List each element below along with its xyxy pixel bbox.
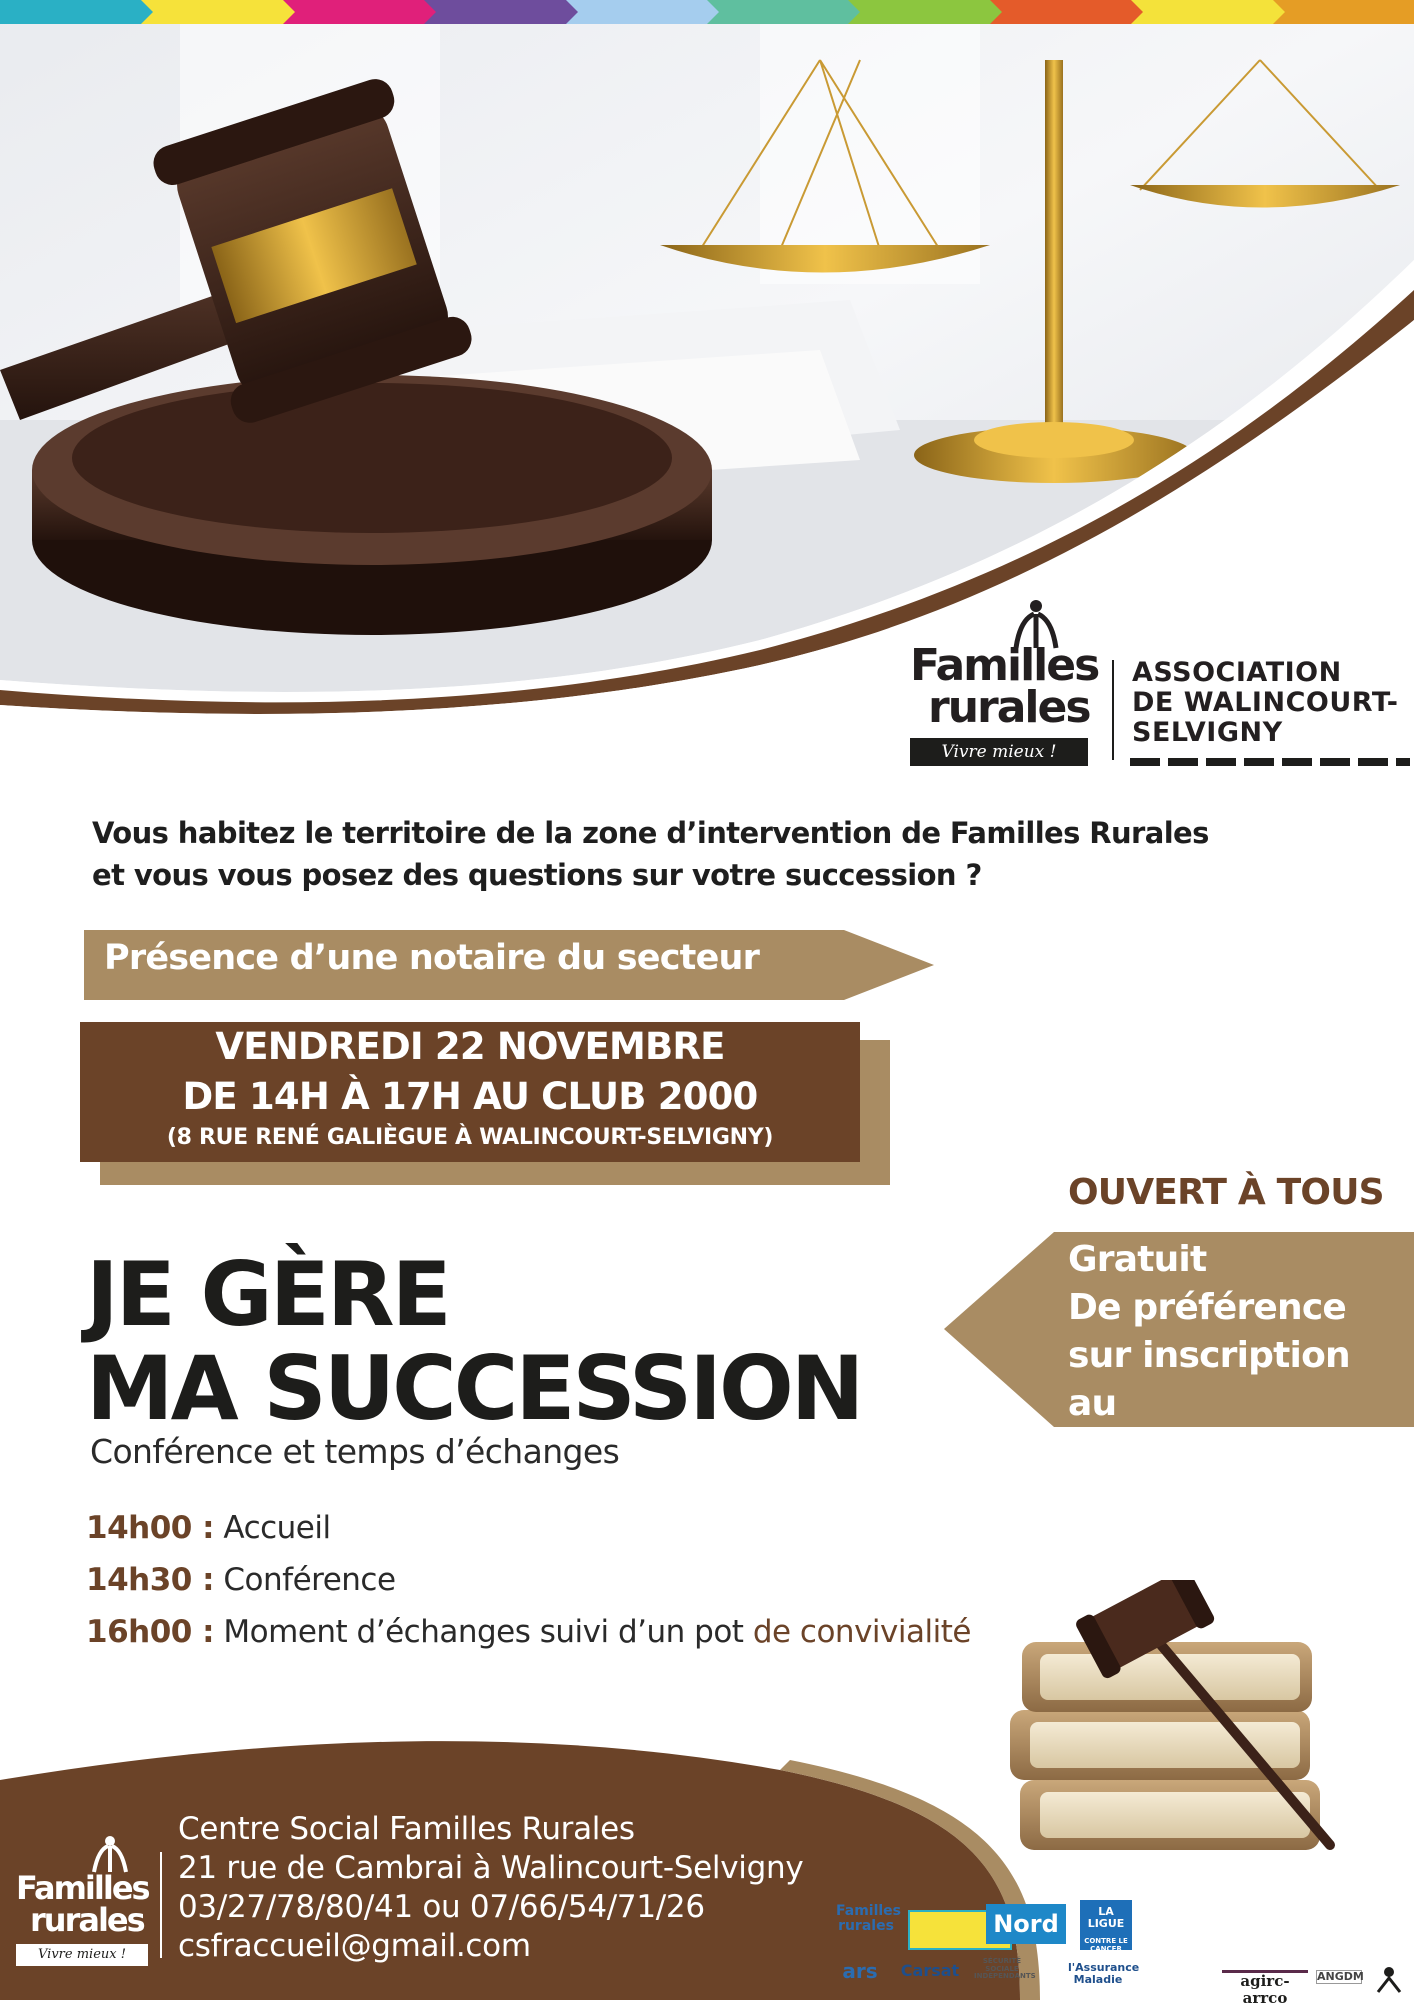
footer-logo-rurales: rurales [30,1901,144,1939]
intro-line1: Vous habitez le territoire de la zone d’intervention de Familles Rurales [92,816,1209,850]
footer-logo-familles: Familles [16,1869,149,1907]
partner-assurance-maladie-logo: l'Assurance Maladie [1068,1961,1140,1987]
program-item [86,1562,396,1598]
partner-ligue-logo [1080,1900,1132,1953]
top-color-strip [0,0,1414,24]
strip-segment [1131,0,1272,24]
ouvert-a-tous: OUVERT À TOUS [1068,1172,1384,1213]
association-line2: DE WALINCOURT- [1132,687,1399,718]
footer-contact [178,1810,803,1966]
footer-line1: Centre Social Familles Rurales [178,1811,635,1847]
footer-line2: 21 rue de Cambrai à Walincourt-Selvigny [178,1850,804,1886]
strip-segment [141,0,282,24]
program-label: Accueil [223,1510,331,1546]
partner-angdm-logo: ANGDM [1317,1970,1364,1983]
strip-segment [424,0,565,24]
logo-figures-icon [1006,600,1066,650]
strip-segment [707,0,848,24]
partner-ars-logo: ars [842,1959,878,1983]
partner-familles-rurales-logo: Familles rurales [836,1903,902,1935]
logo-word-rurales: rurales [928,682,1090,733]
partner-logos [830,1900,1414,2007]
partner-ligue-line1: LA LIGUE [1087,1905,1125,1931]
association-line1: ASSOCIATION [1132,657,1342,688]
program-label: Moment d’échanges suivi d’un pot [223,1614,744,1650]
partner-secu-logo: SÉCURITÉ SOCIALE INDÉPENDANTS [974,1957,1036,1981]
program-item [86,1510,331,1546]
familles-rurales-logo [906,600,1099,770]
logo-tagline: Vivre mieux ! [910,738,1088,766]
footer-logo [16,1836,156,1976]
strip-segment [566,0,707,24]
association-dashed-underline [1130,756,1410,768]
strip-segment [848,0,989,24]
event-date-block [80,1022,860,1154]
title-line1: JE GÈRE [86,1243,449,1346]
strip-segment [0,0,141,24]
title-line2: MA SUCCESSION [86,1337,862,1440]
hero-gavel-scales-image [0,0,1414,760]
strip-segment [990,0,1131,24]
partner-ligue-line2: CONTRE LE CANCER [1084,1937,1128,1953]
program-label-highlight: de convivialité [752,1614,971,1650]
association-line3: SELVIGNY [1132,717,1283,748]
inscription-line2: De préférence [1068,1287,1347,1328]
event-line3: (8 RUE RENÉ GALIÈGUE À WALINCOURT-SELVIGNY) [166,1125,774,1150]
subtitle: Conférence et temps d’échanges [90,1432,620,1471]
strip-segment [1273,0,1414,24]
program-item [86,1614,971,1650]
association-name [1132,658,1399,748]
logo-word-familles: Familles [910,640,1099,691]
strip-segment [283,0,424,24]
footer-divider [160,1852,162,1958]
notaire-banner-text: Présence d’une notaire du secteur [104,938,760,978]
program-time: 14h00 : [86,1510,215,1546]
footer-logo-figures-icon [88,1836,132,1874]
logo-divider [1112,660,1114,760]
inscription-line4: au 03.27.78.80.41 [1068,1383,1362,1472]
event-line1: VENDREDI 22 NOVEMBRE [215,1025,725,1068]
inscription-text [1068,1236,1414,1476]
partner-agirc-arrco-logo: agirc-arrco [1222,1970,1308,2006]
program-label: Conférence [223,1562,396,1598]
event-line2: DE 14H À 17H AU CLUB 2000 [182,1075,758,1118]
partner-agence-habitat-icon [1374,1964,1404,1994]
intro-text [92,812,1342,896]
program-time: 16h00 : [86,1614,215,1650]
partner-carsat-logo: Carsat [900,1961,960,1980]
footer-line4[interactable]: csfraccueil@gmail.com [178,1928,531,1964]
intro-line2: et vous vous posez des questions sur votre succession ? [92,858,982,892]
inscription-line3: sur inscription [1068,1335,1350,1376]
main-title [86,1243,862,1440]
inscription-line1: Gratuit [1068,1239,1207,1280]
footer-line3: 03/27/78/80/41 ou 07/66/54/71/26 [178,1889,705,1925]
footer-logo-tagline: Vivre mieux ! [16,1944,148,1966]
program-time: 14h30 : [86,1562,215,1598]
partner-nord-logo: Nord [986,1904,1066,1944]
